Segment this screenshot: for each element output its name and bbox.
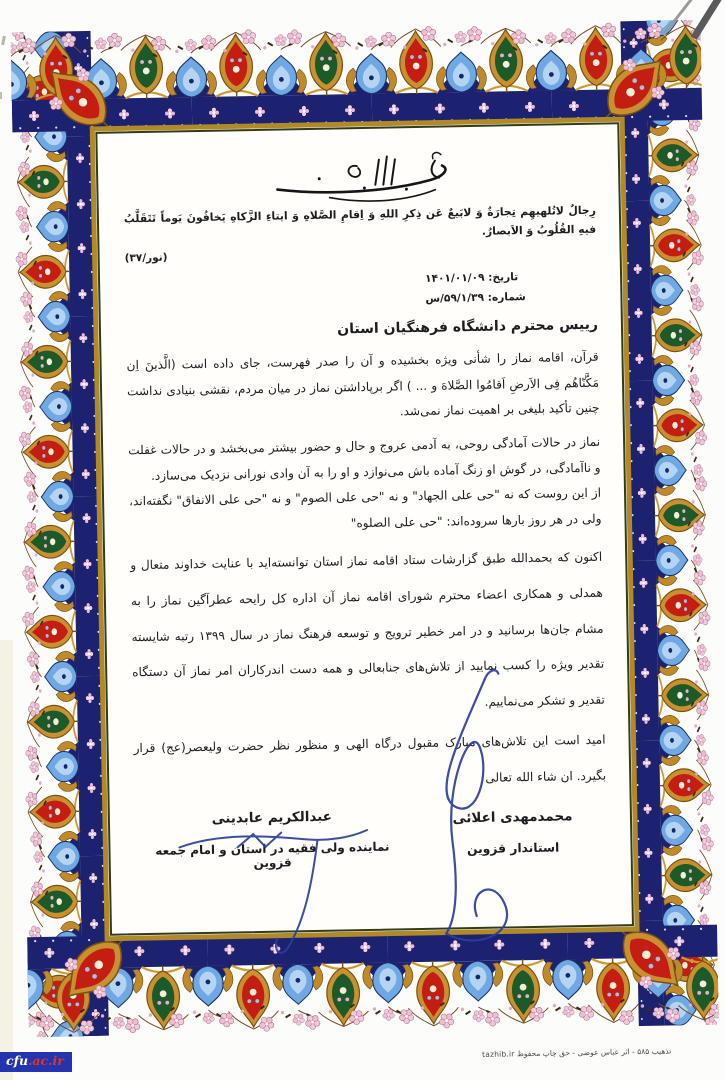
scan-edge-shadow: [0, 640, 13, 1080]
letter-content: [98, 125, 633, 934]
date-field: تاریخ: ۱۴۰۱/۰۱/۰۹: [424, 270, 519, 285]
letter-meta: [125, 266, 586, 316]
watermark-suffix: .ac.ir: [28, 1053, 64, 1068]
signature-row: [135, 804, 608, 873]
signature-governor: [418, 804, 608, 857]
body-paragraph-1: قرآن، اقامه نماز را شأنی ویژه بخشیده و آن را صدر فهرست، جای داده است (الَّذینَ اِن مَکَّنّاهُم فِی الاَرضِ اَقامُوا الصَّلاهَ و ... ) اگر برپاداشتن نماز در میان مردم، نقشی بنیادی نداشت چنین تأکید بلیغی بر اهمیت نماز نمی‌شد.: [126, 349, 600, 419]
photo-artifact: [0, 92, 2, 99]
body-paragraph-5: امید است این تلاش‌های مبارک مقبول درگاه الهی و منظور نظر حضرت ولیعصر(عج) قرار بگیرد. ان شاء الله تعالی: [133, 732, 607, 785]
governor-title: استاندار قزوین: [466, 840, 560, 857]
body-paragraph-2: نماز در حالات آمادگی روحی، به آدمی عروج و حال و حضور بیشتر می‌بخشد و در حالات غفلت و ناآمادگی، در گوش او زنگ آماده باش می‌نوازد و او را به آن وادی نورانی نزدیک می‌سازد.: [128, 434, 601, 483]
watermark-prefix: cfu: [6, 1053, 29, 1068]
artwork-credit: تذهیب ۵۸۵ - اثر عباس عوضی - حق چاپ محفوظ tazhib.ir: [482, 1046, 672, 1059]
imam-name: عبدالکریم عابدینی: [211, 808, 333, 828]
letter-sheet: [10, 20, 719, 1076]
photo-artifact: [1, 36, 6, 45]
body-paragraph-4: اکنون که بحمدالله طبق گزارشات ستاد اقامه نماز استان توانسته‌اید با عنایت خداوند متعال و همدلی و همکاری اعضاء محترم شورای اقامه نماز آن اداره کل رایحه عطرآگین نماز را به مشام جان‌ها برسانید و در امر خطیر ترویج و توسعه فرهنگ نماز در سال ۱۳۹۹ رتبه شایسته تقدیر ویژه را کسب نمایید از تلاش‌های جنابعالی و همه دست اندرکاران امر نماز آن دستگاه تقدیر و تشکر می‌نماییم.: [130, 550, 605, 709]
signature-imam: [135, 807, 410, 872]
bismillah-ink: [259, 146, 460, 206]
imam-title: نماینده ولی فقیه در استان و امام جمعه قزوین: [155, 839, 390, 871]
quran-verse: رِجالٌ لاتُلهیهِم تِجارَةٌ وَ لابَیعٌ عَن ذِکرِ اللهِ وَ اِقامِ الصَّلاهِ وَ ایتاءِ الزَّکاهِ یَخافُونَ یَوماً تَتَقَلَّبُ فیهِ القُلُوبُ وَ الاَبصارُ.: [123, 203, 597, 238]
governor-name: محمدمهدی اعلائی: [452, 808, 573, 827]
verse-citation: (نور/۳۷): [124, 251, 168, 265]
number-field: شماره: ۵۹/۱/۳۹/س: [425, 291, 526, 306]
recipient-heading: رییس محترم دانشگاه فرهنگیان استان: [337, 316, 599, 338]
bismillah-calligraphy: [123, 144, 596, 209]
cfu-watermark: [0, 1052, 72, 1072]
body-paragraph-3: از این روست که نه "حی علی الجهاد" و نه "حی علی الصوم" و نه "حی علی الانفاق" نگفته‌اند، ولی در هر روز بارها سروده‌اند: "حی علی الصلوه": [128, 485, 602, 531]
